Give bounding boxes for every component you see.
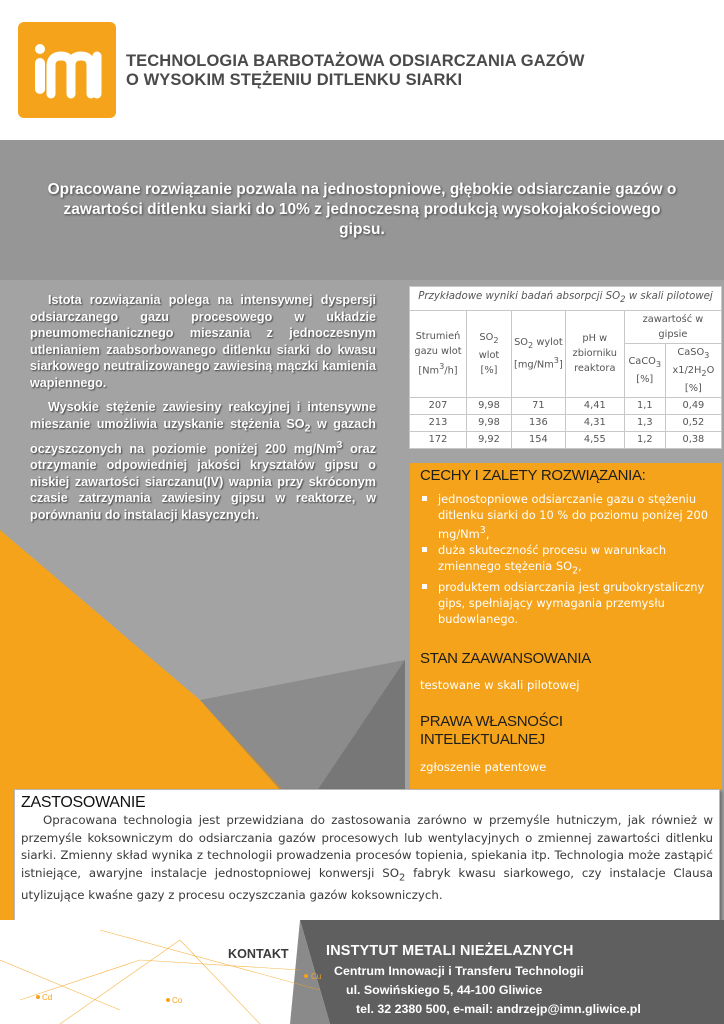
- table-cell: 0,49: [665, 397, 721, 414]
- table-cell: 0,38: [665, 431, 721, 448]
- application-part: fabryk kwasu siarkowego, czy instalacje Clausa utylizujące kwaśne gazy z procesu oczyszczania gazów koksowniczych.: [21, 865, 714, 902]
- description-paragraph-2: [30, 399, 376, 523]
- title-line-2: O WYSOKIM STĘŻENIU DITLENKU SIARKI: [126, 71, 463, 89]
- element-label: Cd: [42, 993, 53, 1002]
- table-row: [410, 431, 722, 448]
- feature-text: duża skuteczność procesu w warunkach zmiennego stężenia SO: [438, 542, 667, 573]
- col-header-strumien: Strumień gazu wlot [Nm$^3$/h]: [410, 311, 467, 398]
- list-item: [420, 491, 710, 542]
- application-sub: 2: [399, 872, 406, 884]
- status-value: testowane w skali pilotowej: [420, 678, 580, 692]
- features-list: [420, 491, 710, 627]
- features-heading: CECHY I ZALETY ROZWIĄZANIA:: [420, 467, 646, 484]
- col-header-ph: pH w zbiorniku reaktora: [565, 311, 624, 398]
- application-box: [14, 789, 720, 922]
- table-cell: 4,41: [565, 397, 624, 414]
- table-cell: 9,98: [467, 414, 512, 431]
- table-cell: 9,98: [467, 397, 512, 414]
- results-table-box: [409, 286, 722, 449]
- page-title: [126, 52, 716, 90]
- imn-logo-icon: [18, 22, 116, 118]
- ip-heading: PRAWA WŁASNOŚCI INTELEKTUALNEJ: [420, 713, 563, 748]
- table-cell: 213: [410, 414, 467, 431]
- table-cell: 1,2: [624, 431, 665, 448]
- col-header-so2-wlot: $SO_2$ wlot [%]: [467, 311, 512, 398]
- table-cell: 136: [512, 414, 566, 431]
- element-label: Co: [172, 996, 183, 1005]
- status-heading: STAN ZAAWANSOWANIA: [420, 650, 591, 667]
- bullet-icon: [422, 547, 427, 552]
- para2-part: w gazach oczyszczonych na poziomie poniżej 200 mg/Nm: [30, 416, 376, 456]
- col-header-so2-wylot: $SO_2$ wylot [mg/Nm$^3$]: [512, 311, 566, 398]
- feature-sub: 2: [572, 565, 579, 577]
- para2-sub: 2: [304, 422, 311, 435]
- table-cell: 71: [512, 397, 566, 414]
- feature-text: ,: [485, 526, 490, 541]
- feature-sup: 3: [479, 525, 486, 536]
- table-row: [410, 397, 722, 414]
- intro-text: Opracowane rozwiązanie pozwala na jednostopniowe, głębokie odsiarczanie gazów o zawartości ditlenku siarki do 10% z jednoczesną produkcją wysokojakościowego gipsu.: [47, 181, 677, 238]
- results-table: [409, 286, 722, 449]
- table-row: [410, 414, 722, 431]
- col-header-zawartosc: zawartość w gipsie: [624, 311, 721, 344]
- feature-text: jednostopniowe odsiarczanie gazu o stężeniu ditlenku siarki do 10 % do poziomu poniżej 200 mg/Nm: [438, 492, 709, 541]
- table-cell: 0,52: [665, 414, 721, 431]
- table-cell: 9,92: [467, 431, 512, 448]
- col-header-caco3: CaCO$_3$ [%]: [624, 344, 665, 398]
- table-cell: 4,31: [565, 414, 624, 431]
- list-item: [420, 579, 710, 627]
- description-paragraph-1: Istota rozwiązania polega na intensywnej dyspersji odsiarczanego gazu procesowego w układzie pneumomechanicznego mieszania z jednoczesnym utlenianiem zaabsorbowanego ditlenku siarki do kwasu siarkowego neutralizowanego zawiesiną mączki kamienia wapiennego.: [30, 293, 376, 390]
- imn-logo: [18, 22, 116, 118]
- title-line-1: TECHNOLOGIA BARBOTAŻOWA ODSIARCZANIA GAZÓW: [126, 52, 585, 70]
- address: ul. Sowińskiego 5, 44-100 Gliwice: [346, 983, 543, 997]
- table-cell: 4,55: [565, 431, 624, 448]
- application-heading: ZASTOSOWANIE: [21, 794, 146, 811]
- center-name: Centrum Innowacji i Transferu Technologii: [334, 964, 584, 978]
- table-cell: 154: [512, 431, 566, 448]
- para2-sup: 3: [336, 438, 343, 451]
- feature-text: produktem odsiarczania jest grubokrystaliczny gips, spełniający wymagania przemysłu budowlanego.: [438, 580, 705, 627]
- contact-phone-email[interactable]: tel. 32 2380 500, e-mail: andrzejp@imn.gliwice.pl: [356, 1002, 641, 1016]
- feature-text: ,: [578, 558, 582, 573]
- application-text: [21, 812, 713, 904]
- contact-label: KONTAKT: [228, 947, 289, 961]
- description-column: [30, 292, 376, 531]
- para2-part: Wysokie stężenie zawiesiny reakcyjnej i intensywne mieszanie umożliwia uzyskanie stężenia SO: [30, 400, 376, 431]
- table-caption: Przykładowe wyniki badań absorpcji $SO_2$ w skali pilotowej: [410, 287, 722, 311]
- institute-name: INSTYTUT METALI NIEŻELAZNYCH: [326, 943, 574, 959]
- bullet-icon: [422, 584, 427, 589]
- list-item: [420, 542, 710, 579]
- col-header-caso3: CaSO$_3$ $x1/2H_2O$ [%]: [665, 344, 721, 398]
- application-part: Opracowana technologia jest przewidziana do zastosowania zarówno w przemyśle hutniczym, jak również w przemyśle koksowniczym do odsiarczania gazów procesowych lub wentylacyjnych o zmiennej zawartości ditlenku siarki. Zmienny skład wynika z technologii prowadzenia procesów topienia, spiekania itp. Technologia może zastąpić istniejące, awaryjne instalacje jednostopniowej konwersji SO: [21, 813, 713, 880]
- element-label: Cu: [311, 972, 322, 981]
- table-cell: 172: [410, 431, 467, 448]
- ip-value: zgłoszenie patentowe: [420, 760, 547, 774]
- bullet-icon: [422, 496, 427, 501]
- para2-part: oraz otrzymanie odpowiedniej jakości kryształów gipsu o niskiej zawartości siarczanu(IV) wapnia przy skróconym czasie zatrzymania zawiesiny gipsu w reaktorze, w porównaniu do instalacji klasycznych.: [30, 441, 376, 522]
- table-cell: 207: [410, 397, 467, 414]
- table-cell: 1,1: [624, 397, 665, 414]
- table-cell: 1,3: [624, 414, 665, 431]
